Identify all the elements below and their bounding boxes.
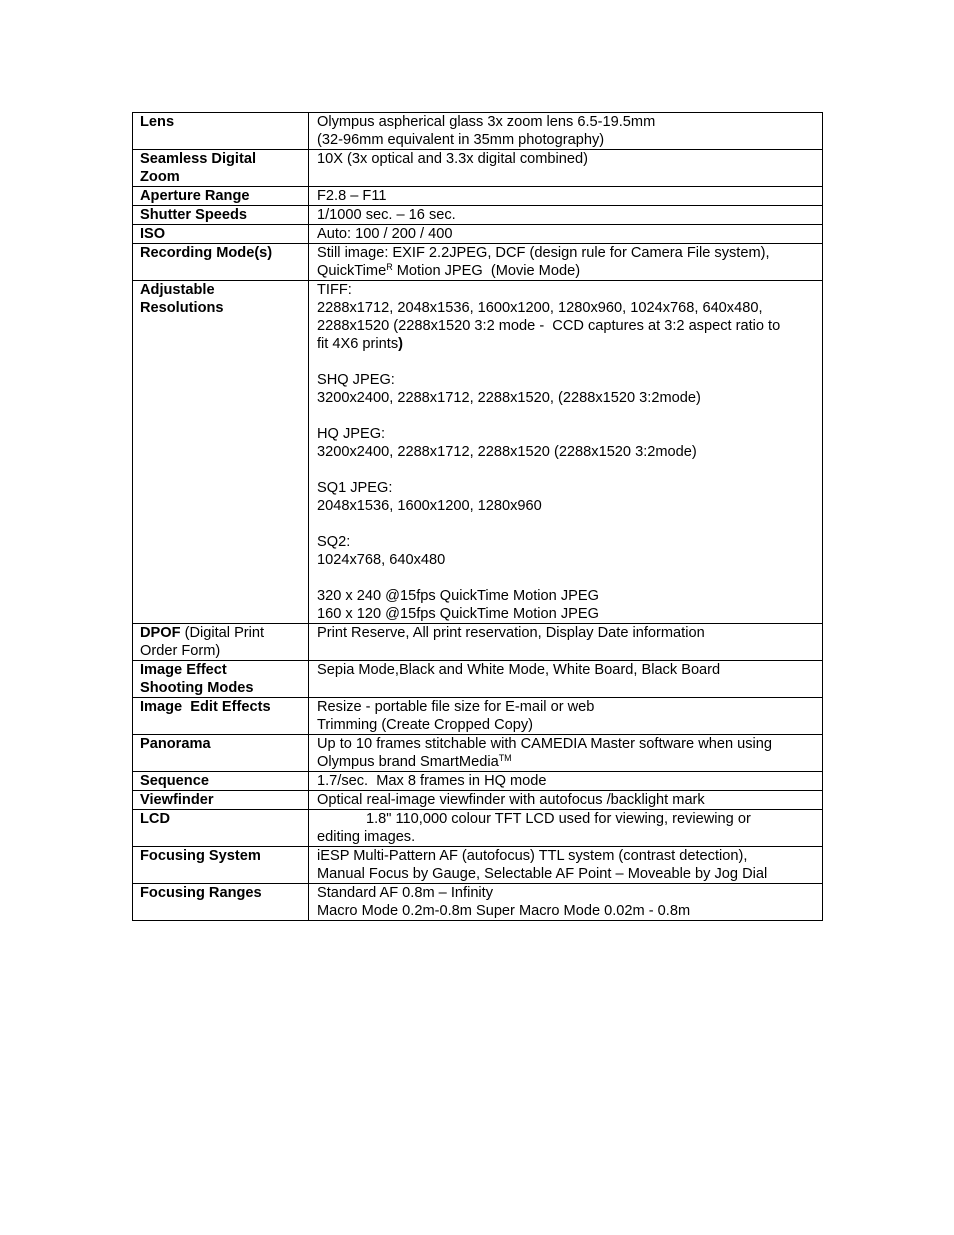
table-row	[133, 281, 823, 624]
registered-mark: R	[386, 262, 393, 272]
spec-value: F2.8 – F11	[309, 187, 823, 206]
spec-label: Aperture Range	[133, 187, 309, 206]
spec-value: Sepia Mode,Black and White Mode, White Board, Black Board	[309, 661, 823, 698]
spec-value: Standard AF 0.8m – Infinity Macro Mode 0.2m-0.8m Super Macro Mode 0.02m - 0.8m	[309, 884, 823, 921]
spec-value: Up to 10 frames stitchable with CAMEDIA Master software when using Olympus brand SmartMedia™	[309, 735, 823, 772]
spec-value: Still image: EXIF 2.2JPEG, DCF (design rule for Camera File system), QuickTime$^R$ Motion JPEG (Movie Mode)	[309, 244, 823, 281]
spec-label: Sequence	[133, 772, 309, 791]
spec-label: Seamless Digital Zoom	[133, 150, 309, 187]
table-row	[133, 206, 823, 225]
table-row	[133, 735, 823, 772]
spec-label: Adjustable Resolutions	[133, 281, 309, 624]
table-row	[133, 772, 823, 791]
table-row	[133, 187, 823, 206]
spec-label: Focusing Ranges	[133, 884, 309, 921]
spec-value: TIFF: 2288x1712, 2048x1536, 1600x1200, 1280x960, 1024x768, 640x480, 2288x1520 (2288x1520 3:2 mode - CCD captures at 3:2 aspect ratio to fit 4X6 prints) SHQ JPEG: 3200x2400, 2288x1712, 2288x1520, (2288x1520 3:2mode) HQ JPEG: 3200x2400, 2288x1712, 2288x1520 (2288x1520 3:2mode) SQ1 JPEG: 2048x1536, 1600x1200, 1280x960 SQ2: 1024x768, 640x480 320 x 240 @15fps QuickTime Motion JPEG 160 x 120 @15fps QuickTime Motion JPEG	[309, 281, 823, 624]
spec-label: Image Effect Shooting Modes	[133, 661, 309, 698]
table-row	[133, 791, 823, 810]
spec-label: Panorama	[133, 735, 309, 772]
table-row	[133, 810, 823, 847]
spec-table	[132, 112, 823, 921]
spec-value: Auto: 100 / 200 / 400	[309, 225, 823, 244]
spec-value: iESP Multi-Pattern AF (autofocus) TTL system (contrast detection), Manual Focus by Gauge, Selectable AF Point – Moveable by Jog Dial	[309, 847, 823, 884]
table-row	[133, 225, 823, 244]
table-row	[133, 661, 823, 698]
spec-label: Image Edit Effects	[133, 698, 309, 735]
trademark-mark: TM	[498, 753, 512, 763]
spec-label: LCD	[133, 810, 309, 847]
table-row	[133, 244, 823, 281]
table-row	[133, 698, 823, 735]
spec-value: 10X (3x optical and 3.3x digital combined)	[309, 150, 823, 187]
spec-value: Olympus aspherical glass 3x zoom lens 6.5-19.5mm (32-96mm equivalent in 35mm photography)	[309, 113, 823, 150]
spec-value: Optical real-image viewfinder with autofocus /backlight mark	[309, 791, 823, 810]
spec-label: Viewfinder	[133, 791, 309, 810]
spec-label: Shutter Speeds	[133, 206, 309, 225]
spec-label: Focusing System	[133, 847, 309, 884]
spec-value: 1/1000 sec. – 16 sec.	[309, 206, 823, 225]
spec-label: DPOF (Digital Print Order Form)	[133, 624, 309, 661]
spec-label: Lens	[133, 113, 309, 150]
table-row	[133, 113, 823, 150]
table-row	[133, 150, 823, 187]
spec-label: Recording Mode(s)	[133, 244, 309, 281]
spec-value: Resize - portable file size for E-mail or web Trimming (Create Cropped Copy)	[309, 698, 823, 735]
spec-value: 1.7/sec. Max 8 frames in HQ mode	[309, 772, 823, 791]
table-row	[133, 884, 823, 921]
table-row	[133, 847, 823, 884]
table-row	[133, 624, 823, 661]
spec-value: 1.8" 110,000 colour TFT LCD used for viewing, reviewing or editing images.	[309, 810, 823, 847]
spec-label: ISO	[133, 225, 309, 244]
spec-value: Print Reserve, All print reservation, Display Date information	[309, 624, 823, 661]
